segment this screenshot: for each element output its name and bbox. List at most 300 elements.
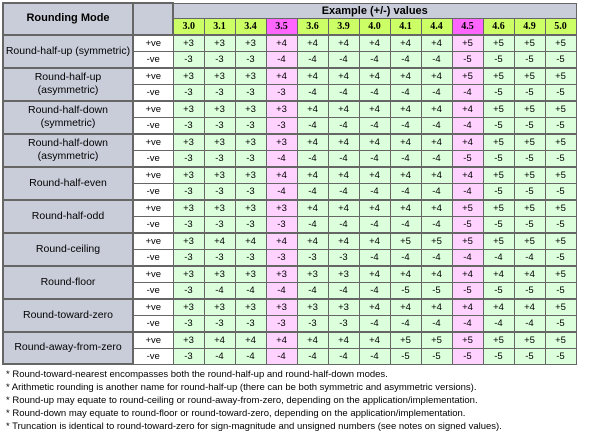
result-cell: -4: [390, 183, 421, 200]
result-cell: -3: [297, 249, 328, 266]
result-cell: -5: [545, 315, 576, 332]
footnote: * Round-up may equate to round-ceiling or round-away-from-zero, depending on the application/implementation.: [6, 395, 478, 407]
result-cell: +5: [483, 332, 514, 349]
result-cell: +3: [173, 332, 204, 349]
sign-header: [133, 3, 173, 35]
result-cell: -5: [545, 117, 576, 134]
result-cell: -4: [328, 348, 359, 364]
result-cell: +4: [514, 266, 545, 283]
result-cell: -3: [173, 51, 204, 68]
result-cell: -5: [390, 348, 421, 364]
footnote: * Truncation is identical to round-toward-zero for sign-magnitude and unsigned numbers (see notes on signed values).: [6, 421, 502, 433]
result-cell: -4: [359, 282, 390, 299]
result-cell: -3: [204, 315, 235, 332]
table-row: [3, 68, 576, 85]
rounding-mode-header: Rounding Mode: [3, 3, 133, 35]
sign-negative: -ve: [133, 84, 173, 101]
result-cell: -3: [204, 216, 235, 233]
sign-negative: -ve: [133, 183, 173, 200]
result-cell: +5: [390, 332, 421, 349]
result-cell: -5: [545, 51, 576, 68]
result-cell: +4: [328, 101, 359, 118]
result-cell: +3: [235, 167, 266, 184]
result-cell: +5: [514, 134, 545, 151]
rounding-mode-name: Round-half-up (asymmetric): [3, 68, 133, 101]
result-cell: -4: [359, 216, 390, 233]
result-cell: -4: [421, 183, 452, 200]
result-cell: +3: [173, 167, 204, 184]
result-cell: -5: [545, 249, 576, 266]
sign-positive: +ve: [133, 134, 173, 151]
result-cell: +5: [483, 233, 514, 250]
result-cell: +4: [390, 134, 421, 151]
result-cell: -3: [235, 117, 266, 134]
rounding-modes-table: [2, 2, 577, 365]
table-row: [3, 134, 576, 151]
result-cell: +4: [359, 68, 390, 85]
result-cell: -5: [421, 282, 452, 299]
result-cell: +3: [204, 68, 235, 85]
result-cell: +5: [452, 332, 483, 349]
result-cell: -3: [235, 216, 266, 233]
result-cell: -4: [235, 348, 266, 364]
result-cell: +3: [297, 299, 328, 316]
rounding-mode-name: Round-floor: [3, 266, 133, 299]
result-cell: +4: [359, 35, 390, 52]
result-cell: -4: [483, 315, 514, 332]
result-cell: -4: [297, 282, 328, 299]
result-cell: +3: [235, 35, 266, 52]
rounding-mode-name: Round-toward-zero: [3, 299, 133, 332]
result-cell: -3: [173, 315, 204, 332]
result-cell: +4: [452, 266, 483, 283]
result-cell: +4: [390, 266, 421, 283]
result-cell: +4: [421, 266, 452, 283]
result-cell: -4: [297, 117, 328, 134]
result-cell: +4: [452, 299, 483, 316]
result-cell: -5: [483, 183, 514, 200]
rounding-mode-name: Round-half-even: [3, 167, 133, 200]
result-cell: +4: [359, 101, 390, 118]
sign-positive: +ve: [133, 68, 173, 85]
result-cell: -4: [266, 282, 297, 299]
result-cell: -5: [483, 84, 514, 101]
result-cell: +3: [204, 101, 235, 118]
result-cell: +5: [545, 299, 576, 316]
result-cell: -4: [452, 249, 483, 266]
column-header-4-1: 4.1: [390, 18, 421, 35]
result-cell: -4: [328, 51, 359, 68]
result-cell: +5: [514, 35, 545, 52]
result-cell: +3: [266, 200, 297, 217]
result-cell: +5: [545, 332, 576, 349]
result-cell: -4: [328, 282, 359, 299]
result-cell: +3: [173, 68, 204, 85]
result-cell: -3: [204, 117, 235, 134]
result-cell: -3: [266, 117, 297, 134]
table-row: [3, 266, 576, 283]
result-cell: -3: [204, 150, 235, 167]
result-cell: -4: [390, 51, 421, 68]
result-cell: +4: [390, 299, 421, 316]
result-cell: -3: [173, 216, 204, 233]
result-cell: -4: [514, 249, 545, 266]
result-cell: +4: [266, 68, 297, 85]
result-cell: +3: [235, 68, 266, 85]
rounding-mode-name: Round-half-up (symmetric): [3, 35, 133, 68]
result-cell: +5: [452, 200, 483, 217]
result-cell: +4: [421, 200, 452, 217]
result-cell: +4: [390, 200, 421, 217]
table-row: [3, 299, 576, 316]
result-cell: -3: [204, 51, 235, 68]
result-cell: +3: [173, 299, 204, 316]
result-cell: +5: [545, 167, 576, 184]
result-cell: -4: [297, 183, 328, 200]
result-cell: +3: [173, 233, 204, 250]
result-cell: +5: [514, 68, 545, 85]
sign-negative: -ve: [133, 315, 173, 332]
column-header-3-0: 3.0: [173, 18, 204, 35]
result-cell: +3: [173, 101, 204, 118]
result-cell: -4: [390, 249, 421, 266]
result-cell: -4: [266, 51, 297, 68]
result-cell: +5: [545, 266, 576, 283]
sign-positive: +ve: [133, 200, 173, 217]
result-cell: +4: [297, 35, 328, 52]
result-cell: -4: [421, 249, 452, 266]
result-cell: +5: [452, 68, 483, 85]
result-cell: +3: [173, 35, 204, 52]
result-cell: +3: [235, 299, 266, 316]
footnotes: [6, 368, 596, 433]
rounding-mode-name: Round-half-down (symmetric): [3, 101, 133, 134]
result-cell: -5: [483, 348, 514, 364]
result-cell: +4: [297, 332, 328, 349]
result-cell: +4: [390, 35, 421, 52]
result-cell: -3: [328, 315, 359, 332]
result-cell: -4: [359, 51, 390, 68]
result-cell: +3: [235, 266, 266, 283]
result-cell: -4: [452, 315, 483, 332]
result-cell: +4: [266, 233, 297, 250]
result-cell: -3: [328, 249, 359, 266]
result-cell: -3: [235, 249, 266, 266]
result-cell: +3: [204, 134, 235, 151]
result-cell: +4: [514, 299, 545, 316]
result-cell: +5: [421, 332, 452, 349]
result-cell: -5: [483, 150, 514, 167]
rounding-mode-name: Round-half-odd: [3, 200, 133, 233]
column-header-3-1: 3.1: [204, 18, 235, 35]
result-cell: +3: [204, 35, 235, 52]
result-cell: +5: [514, 167, 545, 184]
sign-positive: +ve: [133, 266, 173, 283]
result-cell: +3: [235, 200, 266, 217]
result-cell: +5: [514, 101, 545, 118]
result-cell: -5: [545, 348, 576, 364]
result-cell: -4: [359, 249, 390, 266]
sign-positive: +ve: [133, 167, 173, 184]
result-cell: +3: [266, 101, 297, 118]
footnote: * Round-toward-nearest encompasses both the round-half-up and round-half-down modes.: [6, 369, 388, 380]
result-cell: -5: [545, 84, 576, 101]
result-cell: -5: [514, 183, 545, 200]
result-cell: +4: [421, 35, 452, 52]
result-cell: -5: [514, 84, 545, 101]
result-cell: +4: [359, 233, 390, 250]
result-cell: -5: [390, 282, 421, 299]
result-cell: +4: [204, 233, 235, 250]
result-cell: +4: [483, 299, 514, 316]
sign-negative: -ve: [133, 348, 173, 364]
result-cell: +5: [545, 101, 576, 118]
result-cell: +4: [452, 134, 483, 151]
result-cell: +4: [297, 200, 328, 217]
result-cell: -4: [266, 348, 297, 364]
sign-negative: -ve: [133, 150, 173, 167]
result-cell: -4: [514, 315, 545, 332]
result-cell: -3: [204, 249, 235, 266]
result-cell: -4: [390, 84, 421, 101]
result-cell: +3: [266, 266, 297, 283]
result-cell: -4: [421, 51, 452, 68]
result-cell: +4: [421, 101, 452, 118]
result-cell: -3: [204, 84, 235, 101]
column-header-3-5: 3.5: [266, 18, 297, 35]
result-cell: -3: [173, 348, 204, 364]
result-cell: -5: [452, 216, 483, 233]
sign-positive: +ve: [133, 299, 173, 316]
result-cell: -4: [452, 183, 483, 200]
result-cell: -3: [204, 183, 235, 200]
result-cell: -4: [359, 150, 390, 167]
result-cell: +5: [514, 332, 545, 349]
result-cell: +4: [235, 233, 266, 250]
column-header-4-4: 4.4: [421, 18, 452, 35]
result-cell: -4: [359, 315, 390, 332]
rounding-mode-name: Round-ceiling: [3, 233, 133, 266]
result-cell: -5: [452, 51, 483, 68]
result-cell: -4: [328, 117, 359, 134]
example-values-header: Example (+/-) values: [173, 3, 576, 18]
result-cell: -4: [390, 315, 421, 332]
result-cell: -4: [421, 216, 452, 233]
result-cell: +4: [204, 332, 235, 349]
table-row: [3, 35, 576, 52]
sign-negative: -ve: [133, 51, 173, 68]
result-cell: -3: [173, 117, 204, 134]
result-cell: +5: [483, 68, 514, 85]
result-cell: -4: [390, 117, 421, 134]
result-cell: -3: [173, 183, 204, 200]
table-row: [3, 332, 576, 349]
sign-negative: -ve: [133, 216, 173, 233]
result-cell: +4: [297, 167, 328, 184]
footnote: * Arithmetic rounding is another name for round-half-up (there can be both symmetric and asymmetric versions).: [6, 382, 477, 394]
result-cell: +3: [173, 266, 204, 283]
result-cell: +5: [452, 35, 483, 52]
column-header-3-6: 3.6: [297, 18, 328, 35]
result-cell: -5: [452, 150, 483, 167]
table-row: [3, 167, 576, 184]
sign-positive: +ve: [133, 35, 173, 52]
result-cell: -4: [359, 348, 390, 364]
result-cell: +5: [390, 233, 421, 250]
result-cell: -5: [545, 183, 576, 200]
result-cell: +4: [297, 101, 328, 118]
result-cell: +5: [545, 200, 576, 217]
result-cell: +4: [390, 68, 421, 85]
sign-negative: -ve: [133, 282, 173, 299]
result-cell: -5: [483, 282, 514, 299]
result-cell: -4: [297, 216, 328, 233]
result-cell: +4: [266, 332, 297, 349]
result-cell: +4: [235, 332, 266, 349]
result-cell: -4: [297, 150, 328, 167]
sign-positive: +ve: [133, 101, 173, 118]
result-cell: -3: [235, 183, 266, 200]
result-cell: -3: [235, 51, 266, 68]
result-cell: -4: [328, 150, 359, 167]
result-cell: -4: [452, 117, 483, 134]
result-cell: -5: [514, 282, 545, 299]
result-cell: +4: [359, 266, 390, 283]
result-cell: +5: [545, 233, 576, 250]
result-cell: -4: [204, 282, 235, 299]
result-cell: -5: [514, 150, 545, 167]
result-cell: +5: [514, 233, 545, 250]
footnote: * Round-down may equate to round-floor or round-toward-zero, depending on the application/implementation.: [6, 408, 466, 420]
result-cell: -3: [266, 84, 297, 101]
result-cell: +4: [452, 167, 483, 184]
result-cell: -4: [328, 84, 359, 101]
result-cell: +3: [235, 101, 266, 118]
result-cell: -4: [421, 84, 452, 101]
result-cell: +4: [359, 332, 390, 349]
result-cell: +3: [328, 299, 359, 316]
result-cell: -4: [421, 150, 452, 167]
result-cell: -3: [173, 150, 204, 167]
result-cell: +4: [359, 299, 390, 316]
column-header-3-9: 3.9: [328, 18, 359, 35]
result-cell: +4: [328, 68, 359, 85]
result-cell: -4: [421, 117, 452, 134]
result-cell: -3: [266, 249, 297, 266]
result-cell: +4: [483, 266, 514, 283]
result-cell: +4: [421, 299, 452, 316]
column-header-5-0: 5.0: [545, 18, 576, 35]
result-cell: -5: [483, 51, 514, 68]
rounding-mode-name: Round-half-down (asymmetric): [3, 134, 133, 167]
result-cell: +5: [545, 134, 576, 151]
result-cell: +3: [266, 134, 297, 151]
result-cell: -4: [390, 150, 421, 167]
result-cell: -4: [359, 84, 390, 101]
result-cell: -4: [297, 51, 328, 68]
result-cell: +4: [452, 101, 483, 118]
result-cell: -4: [452, 84, 483, 101]
result-cell: +5: [545, 68, 576, 85]
table-row: [3, 101, 576, 118]
result-cell: -4: [235, 282, 266, 299]
result-cell: +5: [421, 233, 452, 250]
result-cell: +4: [297, 134, 328, 151]
result-cell: +4: [421, 68, 452, 85]
result-cell: -5: [545, 216, 576, 233]
header-row: [3, 3, 576, 18]
result-cell: +4: [390, 101, 421, 118]
result-cell: -3: [266, 216, 297, 233]
result-cell: -5: [452, 282, 483, 299]
result-cell: -3: [297, 315, 328, 332]
result-cell: +3: [204, 167, 235, 184]
result-cell: -3: [266, 315, 297, 332]
result-cell: +4: [390, 167, 421, 184]
result-cell: -3: [173, 84, 204, 101]
result-cell: +5: [452, 233, 483, 250]
result-cell: -3: [235, 150, 266, 167]
result-cell: +3: [328, 266, 359, 283]
result-cell: -5: [483, 216, 514, 233]
result-cell: -5: [514, 117, 545, 134]
result-cell: -4: [390, 216, 421, 233]
result-cell: +3: [297, 266, 328, 283]
result-cell: -5: [514, 216, 545, 233]
result-cell: -5: [545, 282, 576, 299]
result-cell: -4: [359, 117, 390, 134]
rounding-mode-name: Round-away-from-zero: [3, 332, 133, 365]
result-cell: +3: [173, 134, 204, 151]
result-cell: +4: [328, 35, 359, 52]
result-cell: +4: [328, 134, 359, 151]
result-cell: +5: [483, 167, 514, 184]
result-cell: +4: [266, 35, 297, 52]
sign-negative: -ve: [133, 249, 173, 266]
result-cell: -4: [266, 183, 297, 200]
result-cell: -5: [421, 348, 452, 364]
result-cell: +4: [328, 200, 359, 217]
result-cell: -3: [235, 315, 266, 332]
result-cell: +3: [173, 200, 204, 217]
result-cell: -5: [514, 51, 545, 68]
result-cell: +3: [235, 134, 266, 151]
sign-positive: +ve: [133, 233, 173, 250]
result-cell: +4: [359, 167, 390, 184]
result-cell: +5: [483, 35, 514, 52]
result-cell: +5: [483, 134, 514, 151]
result-cell: +3: [204, 266, 235, 283]
result-cell: +3: [266, 299, 297, 316]
result-cell: -5: [483, 117, 514, 134]
result-cell: +4: [297, 233, 328, 250]
result-cell: +3: [204, 299, 235, 316]
result-cell: +4: [328, 167, 359, 184]
result-cell: -4: [297, 84, 328, 101]
table-row: [3, 200, 576, 217]
result-cell: +4: [359, 200, 390, 217]
result-cell: +5: [514, 200, 545, 217]
result-cell: +4: [266, 167, 297, 184]
result-cell: -3: [235, 84, 266, 101]
result-cell: -5: [452, 348, 483, 364]
sign-negative: -ve: [133, 117, 173, 134]
column-header-3-4: 3.4: [235, 18, 266, 35]
table-row: [3, 233, 576, 250]
result-cell: +5: [483, 200, 514, 217]
result-cell: -4: [266, 150, 297, 167]
result-cell: +4: [359, 134, 390, 151]
